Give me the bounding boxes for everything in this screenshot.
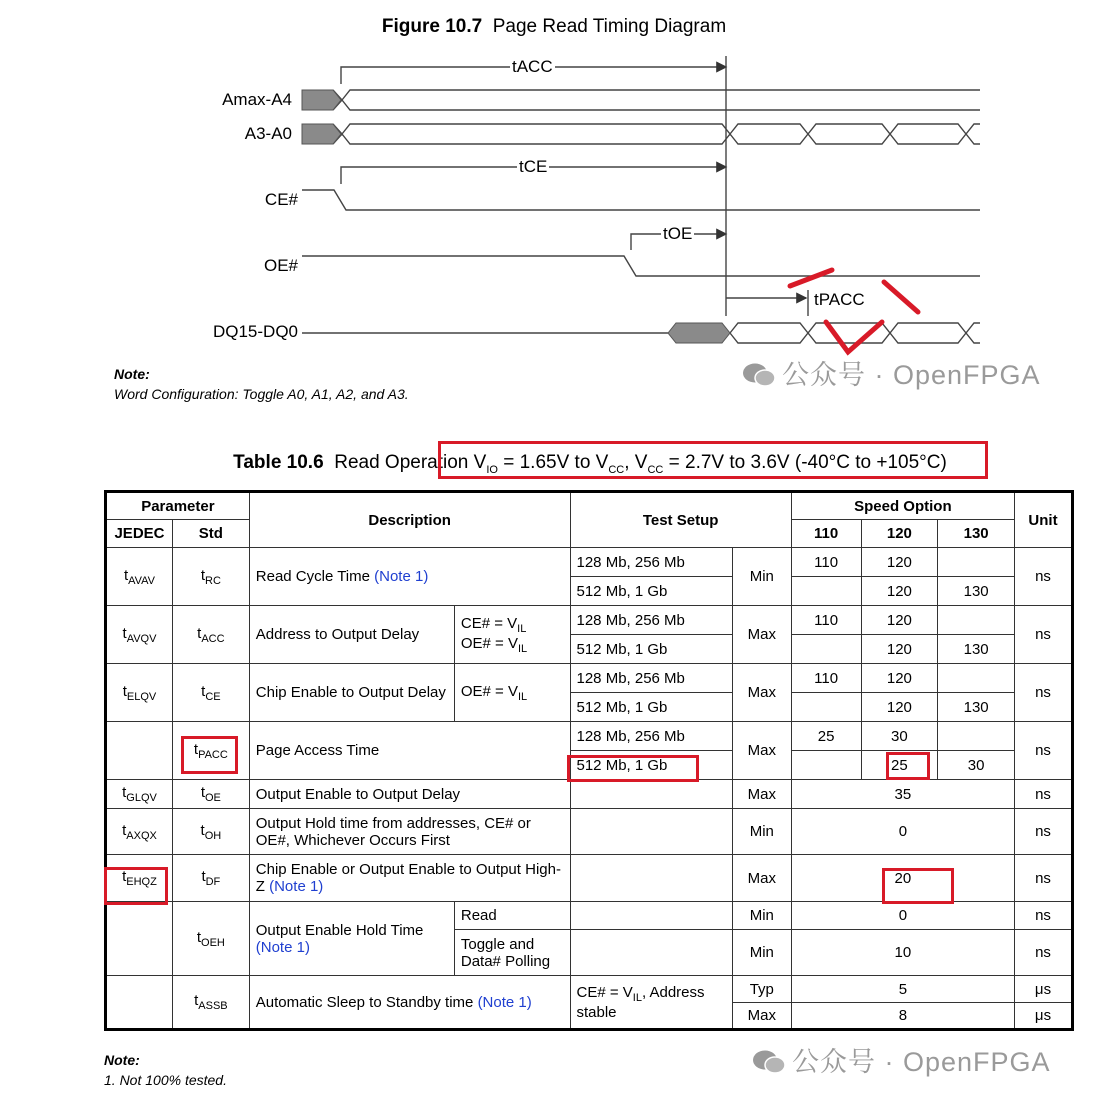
description-cell: Chip Enable to Output Delay: [249, 664, 454, 722]
value-cell: 110: [791, 548, 861, 577]
signal-label: DQ15-DQ0: [212, 322, 298, 341]
minmax-cell: Typ: [732, 976, 791, 1003]
figure-note-heading: Note:: [114, 366, 150, 382]
header-parameter: Parameter: [106, 492, 250, 520]
watermark-text: 公众号 · OpenFPGA: [782, 360, 1041, 390]
value-cell: 120: [861, 577, 938, 606]
timing-label-tpacc: tPACC: [814, 290, 865, 309]
unit-cell: ns: [1015, 809, 1073, 855]
value-cell: 120: [861, 693, 938, 722]
header-speed-option: Speed Option: [791, 492, 1014, 520]
signal-label: A3-A0: [244, 124, 292, 143]
setup-cell: 128 Mb, 256 Mb: [570, 722, 732, 751]
minmax-cell: Min: [732, 548, 791, 606]
header-130: 130: [938, 520, 1015, 548]
value-cell: 120: [861, 548, 938, 577]
annotation-box-tehqz: [104, 867, 168, 905]
value-cell: [791, 693, 861, 722]
table-condition: $V_{IO} = 1.65V$ to $V_{CC}$, $V_{CC} = 2.7V$ to 3.6V (-40°C to +105°C): [473, 452, 947, 476]
description-cell: Page Access Time: [249, 722, 570, 780]
value-cell: [938, 722, 1015, 751]
value-cell: [791, 635, 861, 664]
wechat-icon: [742, 362, 776, 388]
note-link[interactable]: (Note 1): [374, 568, 429, 585]
description-cell: Output Hold time from addresses, CE# or OE#, Whichever Occurs First: [249, 809, 570, 855]
table-row: [106, 809, 1073, 855]
table-row: [106, 664, 1073, 693]
value-cell: 35: [791, 780, 1014, 809]
std-cell: $t_{CE}$: [172, 664, 249, 722]
jedec-cell: [106, 976, 173, 1030]
jedec-cell: $t_{AXQX}$: [106, 809, 173, 855]
wechat-icon: [752, 1049, 786, 1075]
header-std: Std: [172, 520, 249, 548]
std-cell: $t_{OE}$: [172, 780, 249, 809]
table-note-text: 1. Not 100% tested.: [104, 1072, 227, 1088]
minmax-cell: Max: [732, 722, 791, 780]
jedec-cell: [106, 722, 173, 780]
description-cell: Read Cycle Time (Note 1): [249, 548, 570, 606]
header-jedec: JEDEC: [106, 520, 173, 548]
setup-cell: 512 Mb, 1 Gb: [570, 635, 732, 664]
value-cell: 130: [938, 635, 1015, 664]
setup-cell: [570, 902, 732, 930]
note-link[interactable]: (Note 1): [255, 938, 310, 956]
value-cell: 20: [791, 855, 1014, 902]
jedec-cell: $t_{GLQV}$: [106, 780, 173, 809]
table-header-row: [106, 492, 1073, 520]
setup-cell: 128 Mb, 256 Mb: [570, 548, 732, 577]
figure-caption: Page Read Timing Diagram: [492, 16, 727, 37]
table-row: [106, 902, 1073, 930]
unit-cell: ns: [1015, 902, 1073, 930]
std-cell: $t_{DF}$: [172, 855, 249, 902]
figure-note-text: Word Configuration: Toggle A0, A1, A2, and A3.: [114, 386, 409, 402]
value-cell: 130: [938, 693, 1015, 722]
condition-cell: OE# = $V_{IL}$: [454, 664, 570, 722]
std-cell: $t_{RC}$: [172, 548, 249, 606]
note-link[interactable]: (Note 1): [269, 878, 324, 895]
value-cell: 0: [791, 809, 1014, 855]
minmax-cell: Max: [732, 664, 791, 722]
annotation-box-20: [882, 868, 954, 904]
table-caption: Read Operation: [334, 452, 474, 473]
condition-cell: CE# = $V_{IL}$ OE# = $V_{IL}$: [454, 606, 570, 664]
value-cell: [938, 606, 1015, 635]
minmax-cell: Max: [732, 780, 791, 809]
value-cell: 30: [938, 751, 1015, 780]
value-cell: [938, 548, 1015, 577]
annotation-box-512mb: [567, 755, 699, 782]
watermark: [742, 353, 1041, 392]
table-row: [106, 976, 1073, 1003]
value-cell: 30: [861, 722, 938, 751]
setup-cell: [570, 855, 732, 902]
value-cell: 130: [938, 577, 1015, 606]
setup-cell: 512 Mb, 1 Gb: [570, 577, 732, 606]
annotation-box-condition: [438, 441, 988, 479]
minmax-cell: Min: [732, 902, 791, 930]
timing-label-tacc: tACC: [512, 57, 553, 76]
std-cell: $t_{OH}$: [172, 809, 249, 855]
condition-cell: Read: [454, 902, 570, 930]
minmax-cell: Max: [732, 606, 791, 664]
timing-label-toe: tOE: [663, 224, 693, 243]
unit-cell: ns: [1015, 780, 1073, 809]
setup-cell: 128 Mb, 256 Mb: [570, 606, 732, 635]
table-note-heading: Note:: [104, 1052, 140, 1068]
table-number: Table 10.6: [233, 452, 324, 473]
value-cell: 25: [791, 722, 861, 751]
jedec-cell: [106, 902, 173, 976]
value-cell: 110: [791, 606, 861, 635]
annotation-box-tpacc: [181, 736, 238, 774]
header-test-setup: Test Setup: [570, 492, 791, 548]
value-cell: 25: [861, 751, 938, 780]
note-link[interactable]: (Note 1): [477, 993, 532, 1011]
unit-cell: ns: [1015, 664, 1073, 722]
unit-cell: ns: [1015, 722, 1073, 780]
watermark-text: 公众号 · OpenFPGA: [792, 1047, 1051, 1077]
value-cell: 10: [791, 930, 1014, 976]
description-cell: Output Enable Hold Time (Note 1): [249, 902, 454, 976]
jedec-cell: $t_{AVQV}$: [106, 606, 173, 664]
unit-cell: ns: [1015, 855, 1073, 902]
setup-cell: [570, 930, 732, 976]
description-cell: Address to Output Delay: [249, 606, 454, 664]
signal-label: Amax-A4: [222, 90, 292, 109]
unit-cell: ns: [1015, 606, 1073, 664]
value-cell: 120: [861, 635, 938, 664]
unit-cell: μs: [1015, 976, 1073, 1003]
std-cell: $t_{PACC}$: [172, 722, 249, 780]
std-cell: $t_{ACC}$: [172, 606, 249, 664]
header-description: Description: [249, 492, 570, 548]
value-cell: 110: [791, 664, 861, 693]
value-cell: [938, 664, 1015, 693]
signal-label: CE#: [264, 190, 298, 209]
setup-cell: [570, 780, 732, 809]
header-unit: Unit: [1015, 492, 1073, 548]
description-cell: Output Enable to Output Delay: [249, 780, 570, 809]
std-cell: $t_{OEH}$: [172, 902, 249, 976]
value-cell: 120: [861, 664, 938, 693]
jedec-cell: $t_{AVAV}$: [106, 548, 173, 606]
annotation-box-25: [886, 752, 930, 780]
value-cell: 0: [791, 902, 1014, 930]
timing-label-tce: tCE: [519, 157, 548, 176]
figure-number: Figure 10.7: [381, 16, 483, 37]
table-row: [106, 606, 1073, 635]
minmax-cell: Max: [732, 855, 791, 902]
setup-cell: CE# = $V_{IL}$, Address stable: [570, 976, 732, 1030]
value-cell: 5: [791, 976, 1014, 1003]
unit-cell: μs: [1015, 1003, 1073, 1030]
minmax-cell: Min: [732, 809, 791, 855]
minmax-cell: Min: [732, 930, 791, 976]
setup-cell: 512 Mb, 1 Gb: [570, 693, 732, 722]
value-cell: [791, 577, 861, 606]
header-110: 110: [791, 520, 861, 548]
header-120: 120: [861, 520, 938, 548]
value-cell: [791, 751, 861, 780]
jedec-cell: $t_{ELQV}$: [106, 664, 173, 722]
watermark: [752, 1040, 1051, 1079]
description-cell: Automatic Sleep to Standby time (Note 1): [249, 976, 570, 1030]
setup-cell: 128 Mb, 256 Mb: [570, 664, 732, 693]
jedec-cell: $t_{EHQZ}$: [106, 855, 173, 902]
setup-cell: 512 Mb, 1 Gb: [570, 751, 732, 780]
unit-cell: ns: [1015, 548, 1073, 606]
value-cell: 8: [791, 1003, 1014, 1030]
unit-cell: ns: [1015, 930, 1073, 976]
table-row: [106, 780, 1073, 809]
description-cell: Chip Enable or Output Enable to Output High-Z (Note 1): [249, 855, 570, 902]
table-row: [106, 722, 1073, 751]
setup-cell: [570, 809, 732, 855]
value-cell: 120: [861, 606, 938, 635]
table-row: [106, 548, 1073, 577]
condition-cell: Toggle and Data# Polling: [454, 930, 570, 976]
std-cell: $t_{ASSB}$: [172, 976, 249, 1030]
signal-label: OE#: [263, 256, 298, 275]
minmax-cell: Max: [732, 1003, 791, 1030]
